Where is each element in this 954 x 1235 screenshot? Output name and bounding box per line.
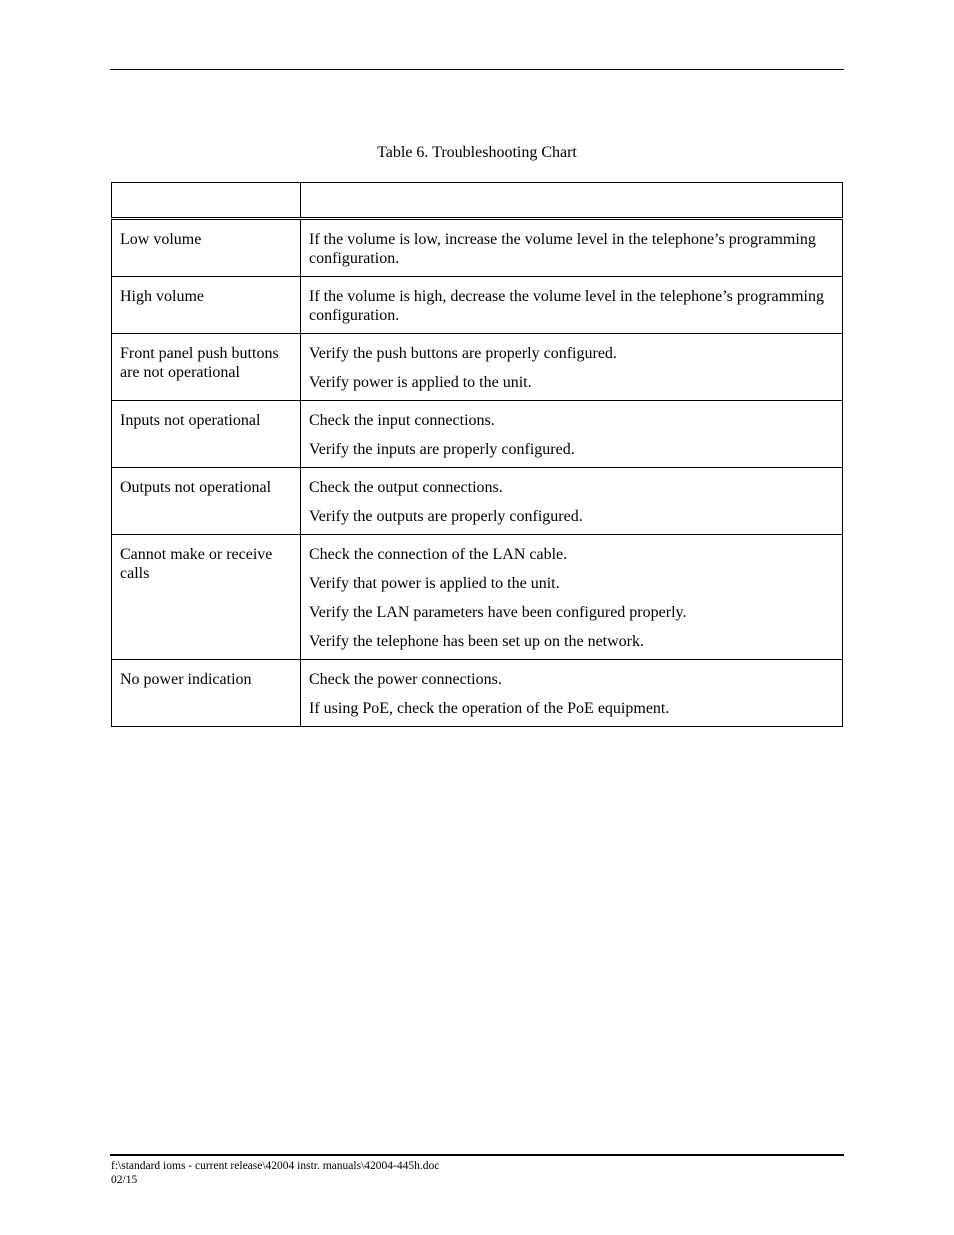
remedy-line: Check the input connections.	[309, 412, 495, 429]
remedy-line: If the volume is low, increase the volume level in the telephone’s programming configuration.	[309, 231, 816, 267]
table-row	[112, 468, 843, 535]
table-row	[112, 535, 843, 660]
remedy-line: Verify the push buttons are properly configured.	[309, 345, 617, 362]
remedy-line: Verify the LAN parameters have been configured properly.	[309, 604, 687, 621]
footer-rule	[110, 1154, 844, 1156]
remedy-cell	[301, 535, 843, 660]
remedy-cell	[301, 468, 843, 535]
remedy-cell	[301, 401, 843, 468]
remedy-cell	[301, 334, 843, 401]
remedy-cell	[301, 277, 843, 334]
table-header-remedy	[301, 183, 843, 219]
symptom-cell: No power indication	[112, 660, 301, 727]
remedy-line: Verify the outputs are properly configured.	[309, 508, 583, 525]
table-row	[112, 401, 843, 468]
table-header-symptom	[112, 183, 301, 219]
remedy-line: Verify that power is applied to the unit.	[309, 575, 560, 592]
symptom-cell: Low volume	[112, 219, 301, 277]
symptom-cell: High volume	[112, 277, 301, 334]
table-header-row	[112, 183, 843, 219]
symptom-cell: Outputs not operational	[112, 468, 301, 535]
remedy-line: If using PoE, check the operation of the PoE equipment.	[309, 700, 670, 717]
footer-date: 02/15	[111, 1174, 138, 1186]
symptom-cell: Front panel push buttons are not operational	[112, 334, 301, 401]
remedy-line: Check the connection of the LAN cable.	[309, 546, 568, 563]
remedy-line: Verify the telephone has been set up on the network.	[309, 633, 645, 650]
table-caption: Table 6. Troubleshooting Chart	[377, 144, 577, 161]
table-row	[112, 660, 843, 727]
table-row	[112, 277, 843, 334]
footer-file-path: f:\standard ioms - current release\42004 instr. manuals\42004-445h.doc	[111, 1160, 440, 1172]
header-rule	[110, 69, 844, 70]
table-row	[112, 219, 843, 277]
page-footer	[111, 1159, 439, 1187]
remedy-line: Check the power connections.	[309, 671, 502, 688]
table-row	[112, 334, 843, 401]
symptom-cell: Inputs not operational	[112, 401, 301, 468]
remedy-line: If the volume is high, decrease the volume level in the telephone’s programming configuration.	[309, 288, 824, 324]
troubleshooting-table	[111, 182, 843, 727]
remedy-line: Verify power is applied to the unit.	[309, 374, 532, 391]
remedy-cell	[301, 219, 843, 277]
remedy-line: Verify the inputs are properly configured.	[309, 441, 575, 458]
symptom-cell: Cannot make or receive calls	[112, 535, 301, 660]
remedy-cell	[301, 660, 843, 727]
remedy-line: Check the output connections.	[309, 479, 503, 496]
